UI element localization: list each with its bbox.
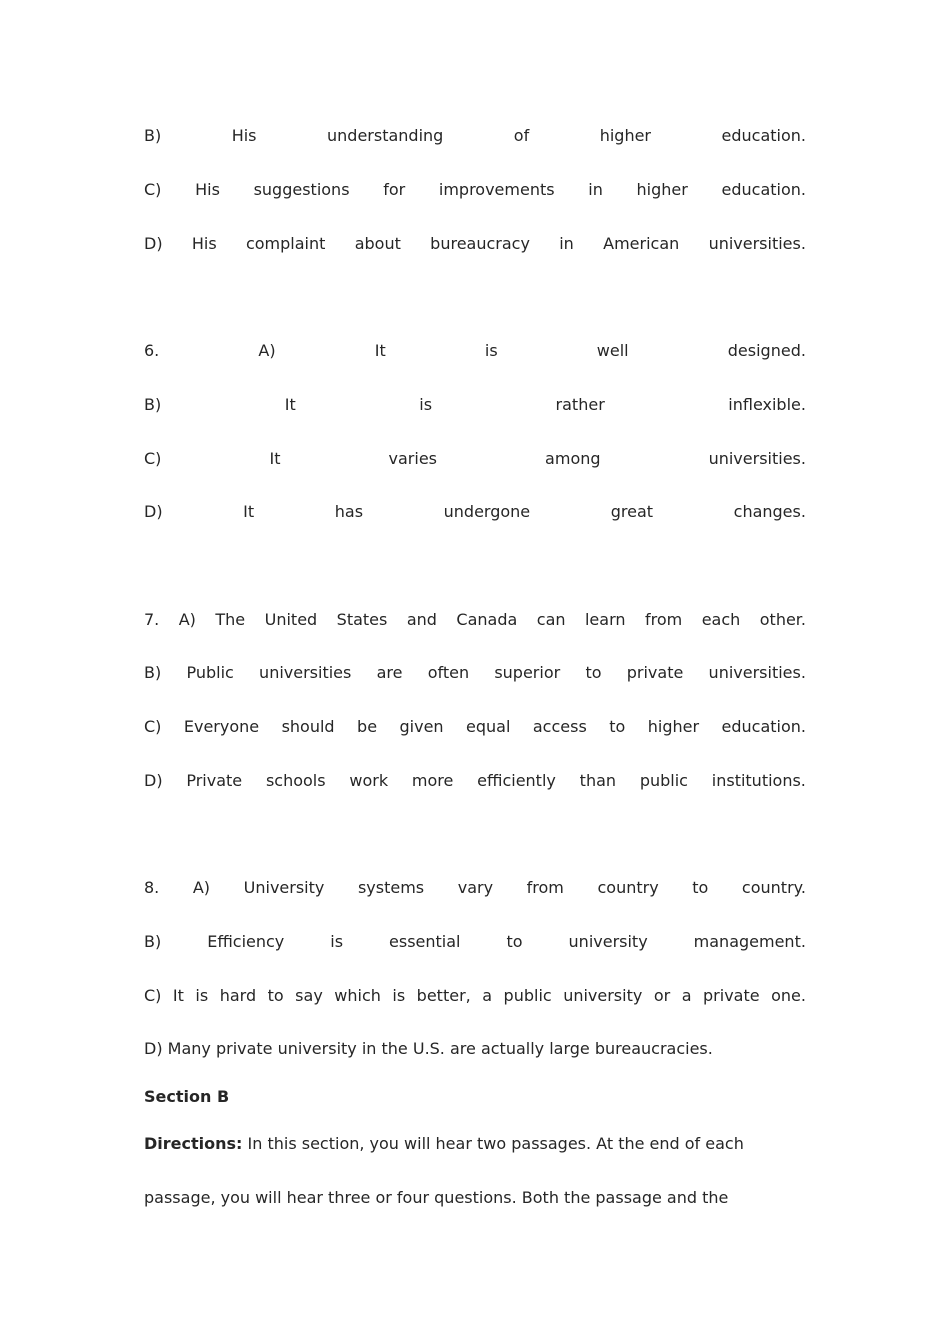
word: given [399, 717, 444, 736]
directions-text-line2: passage, you will hear three or four questions. Both the passage and the [144, 1188, 729, 1207]
word: 7. [144, 610, 160, 629]
word: designed. [727, 341, 806, 360]
word: work [349, 771, 389, 790]
word: His [195, 180, 220, 199]
word: improvements [438, 180, 555, 199]
word: It [269, 449, 281, 468]
word: more [411, 771, 454, 790]
word: complaint [245, 234, 326, 253]
q5-option-d [144, 232, 806, 256]
word: University [243, 878, 325, 897]
word: institutions. [711, 771, 806, 790]
word: from [644, 610, 683, 629]
word: higher [647, 717, 700, 736]
word: rather [555, 395, 605, 414]
word: understanding [327, 126, 444, 145]
word: university [568, 932, 648, 951]
word: is [419, 395, 433, 414]
word: private [703, 986, 760, 1005]
word: varies [388, 449, 437, 468]
q5-option-c [144, 178, 806, 202]
word: are [376, 663, 403, 682]
word: A) [178, 610, 196, 629]
word: should [281, 717, 335, 736]
word: inflexible. [728, 395, 806, 414]
q7-option-d [144, 769, 806, 793]
directions-label: Directions: [144, 1134, 243, 1153]
q7-option-b [144, 661, 806, 685]
word: Efficiency [207, 932, 285, 951]
word: Public [186, 663, 234, 682]
word: from [526, 878, 564, 897]
word: superior [494, 663, 561, 682]
word: is [195, 986, 209, 1005]
word: Canada [456, 610, 518, 629]
word: suggestions [253, 180, 350, 199]
word: can [536, 610, 566, 629]
word: universities. [708, 449, 806, 468]
word: better, [416, 986, 471, 1005]
q7-option-a [144, 608, 806, 632]
word: has [334, 502, 364, 521]
word: systems [357, 878, 425, 897]
word: B) [144, 126, 162, 145]
word: universities [259, 663, 352, 682]
word: B) [144, 663, 162, 682]
word: great [610, 502, 654, 521]
section-heading: Section B [144, 1087, 230, 1106]
word: hard [219, 986, 257, 1005]
word: Private [186, 771, 243, 790]
q6-option-d [144, 500, 806, 524]
word: education. [721, 717, 806, 736]
word: about [354, 234, 401, 253]
word: education. [721, 126, 806, 145]
word: well [596, 341, 629, 360]
word: D) [144, 771, 163, 790]
word: B) [144, 395, 162, 414]
word: C) [144, 449, 162, 468]
word: to [585, 663, 602, 682]
word: It [284, 395, 296, 414]
word: universities. [708, 663, 806, 682]
word: be [357, 717, 378, 736]
word: each [701, 610, 741, 629]
word: 8. [144, 878, 160, 897]
word: A) [192, 878, 211, 897]
word: often [427, 663, 470, 682]
word: access [532, 717, 587, 736]
word: vary [457, 878, 494, 897]
word: for [383, 180, 406, 199]
q6-option-a [144, 339, 806, 363]
word: a [482, 986, 493, 1005]
word: and [406, 610, 437, 629]
word: His [191, 234, 217, 253]
word: is [392, 986, 406, 1005]
word: changes. [733, 502, 806, 521]
word: universities. [708, 234, 806, 253]
word: C) [144, 180, 162, 199]
q6-option-b [144, 393, 806, 417]
word: bureaucracy [430, 234, 530, 253]
word: It [172, 986, 184, 1005]
word: B) [144, 932, 162, 951]
word: than [579, 771, 617, 790]
word: to [267, 986, 284, 1005]
word: higher [636, 180, 688, 199]
word: schools [265, 771, 326, 790]
word: States [336, 610, 388, 629]
word: Everyone [183, 717, 260, 736]
directions-paragraph [144, 1132, 806, 1156]
word: His [231, 126, 257, 145]
word: one. [771, 986, 806, 1005]
word: to [692, 878, 709, 897]
word: a [681, 986, 692, 1005]
word: It [243, 502, 255, 521]
word: or [653, 986, 671, 1005]
word: is [484, 341, 498, 360]
word: C) [144, 986, 162, 1005]
word: country. [741, 878, 806, 897]
word: D) [144, 234, 163, 253]
word: public [503, 986, 552, 1005]
word: which [334, 986, 381, 1005]
word: United [264, 610, 318, 629]
word: university [563, 986, 643, 1005]
q8-option-b [144, 930, 806, 954]
word: D) [144, 502, 163, 521]
word: essential [389, 932, 461, 951]
word: other. [759, 610, 806, 629]
word: say [295, 986, 323, 1005]
word: management. [693, 932, 806, 951]
directions-text-line1: In this section, you will hear two passages. At the end of each [242, 1134, 744, 1153]
word: higher [599, 126, 652, 145]
word: C) [144, 717, 162, 736]
word: among [545, 449, 601, 468]
q8-option-a [144, 876, 806, 900]
word: of [513, 126, 530, 145]
word: 6. [144, 341, 160, 360]
word: country [597, 878, 659, 897]
word: It [374, 341, 386, 360]
q8-option-c [144, 984, 806, 1008]
word: A) [258, 341, 276, 360]
word: efficiently [477, 771, 556, 790]
q7-option-c [144, 715, 806, 739]
word: in [588, 180, 603, 199]
word: private [626, 663, 684, 682]
q5-option-b [144, 124, 806, 148]
word: learn [584, 610, 626, 629]
q6-option-c [144, 447, 806, 471]
word: in [559, 234, 574, 253]
word: education. [721, 180, 806, 199]
word: is [330, 932, 344, 951]
word: to [506, 932, 523, 951]
word: undergone [443, 502, 531, 521]
word: The [215, 610, 246, 629]
word: American [603, 234, 680, 253]
q8-option-d: D) Many private university in the U.S. are actually large bureaucracies. [144, 1039, 713, 1058]
word: equal [466, 717, 511, 736]
word: public [639, 771, 688, 790]
word: to [609, 717, 626, 736]
